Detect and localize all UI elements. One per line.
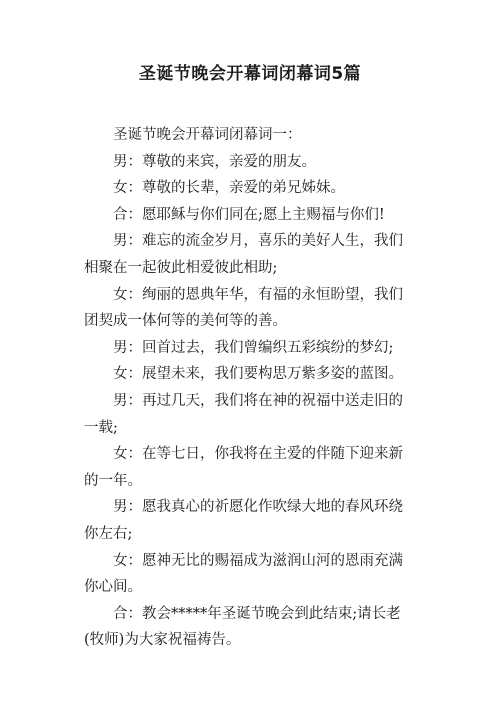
paragraph-line: 圣诞节晚会开幕词闭幕词一：: [113, 127, 302, 143]
paragraph: [84, 282, 419, 335]
paragraph: [84, 202, 419, 229]
paragraph-line: 女：愿神无比的赐福成为滋润山河的恩雨充满: [113, 552, 403, 569]
paragraph-line: 女：在等七日，你我将在主爱的伴随下迎来新: [113, 446, 403, 463]
paragraph-line: 男：再过几天，我们将在神的祝福中送走旧的: [113, 392, 403, 409]
paragraph-line: 男：尊敬的来宾，亲爱的朋友。: [113, 153, 316, 170]
paragraph: [84, 601, 419, 654]
paragraph-line: 男：愿我真心的祈愿化作吹绿大地的春风环绕: [113, 499, 403, 516]
paragraph-continuation: 一载;: [84, 419, 118, 436]
paragraph-line: 合：愿耶稣与你们同在;愿上主赐福与你们!: [113, 206, 385, 223]
paragraph: [84, 548, 419, 601]
paragraph: [84, 175, 419, 202]
paragraph-continuation: 相聚在一起彼此相爱彼此相助;: [84, 259, 278, 276]
paragraph-continuation: 团契成一体何等的美何等的善。: [84, 313, 287, 330]
document-title: 圣诞节晚会开幕词闭幕词5篇: [138, 64, 362, 84]
paragraph-line: 女：绚丽的恩典年华，有福的永恒盼望，我们: [113, 286, 403, 303]
paragraph-continuation: 你左右;: [84, 525, 133, 542]
paragraph: [84, 361, 419, 388]
paragraph: [84, 122, 419, 149]
paragraph: [84, 335, 419, 362]
paragraph-line: 女：尊敬的长辈，亲爱的弟兄姊妹。: [113, 180, 345, 197]
paragraph-continuation: 的一年。: [84, 472, 142, 489]
paragraph-continuation: 你心间。: [84, 579, 142, 596]
paragraph: [84, 494, 419, 547]
paragraph-line: 女：展望未来，我们要构思万紫多姿的蓝图。: [113, 366, 403, 383]
paragraph-line: 男：难忘的流金岁月，喜乐的美好人生，我们: [113, 233, 403, 250]
paragraph-line: 男：回首过去，我们曾编织五彩缤纷的梦幻;: [113, 339, 394, 356]
paragraph: [84, 388, 419, 441]
paragraph: [84, 441, 419, 494]
paragraph-continuation: (牧师)为大家祝福祷告。: [84, 632, 241, 649]
paragraph: [84, 228, 419, 281]
document-body: [84, 122, 419, 654]
paragraph-line: 合：教会*****年圣诞节晚会到此结束;请长老: [113, 605, 401, 622]
paragraph: [84, 149, 419, 176]
